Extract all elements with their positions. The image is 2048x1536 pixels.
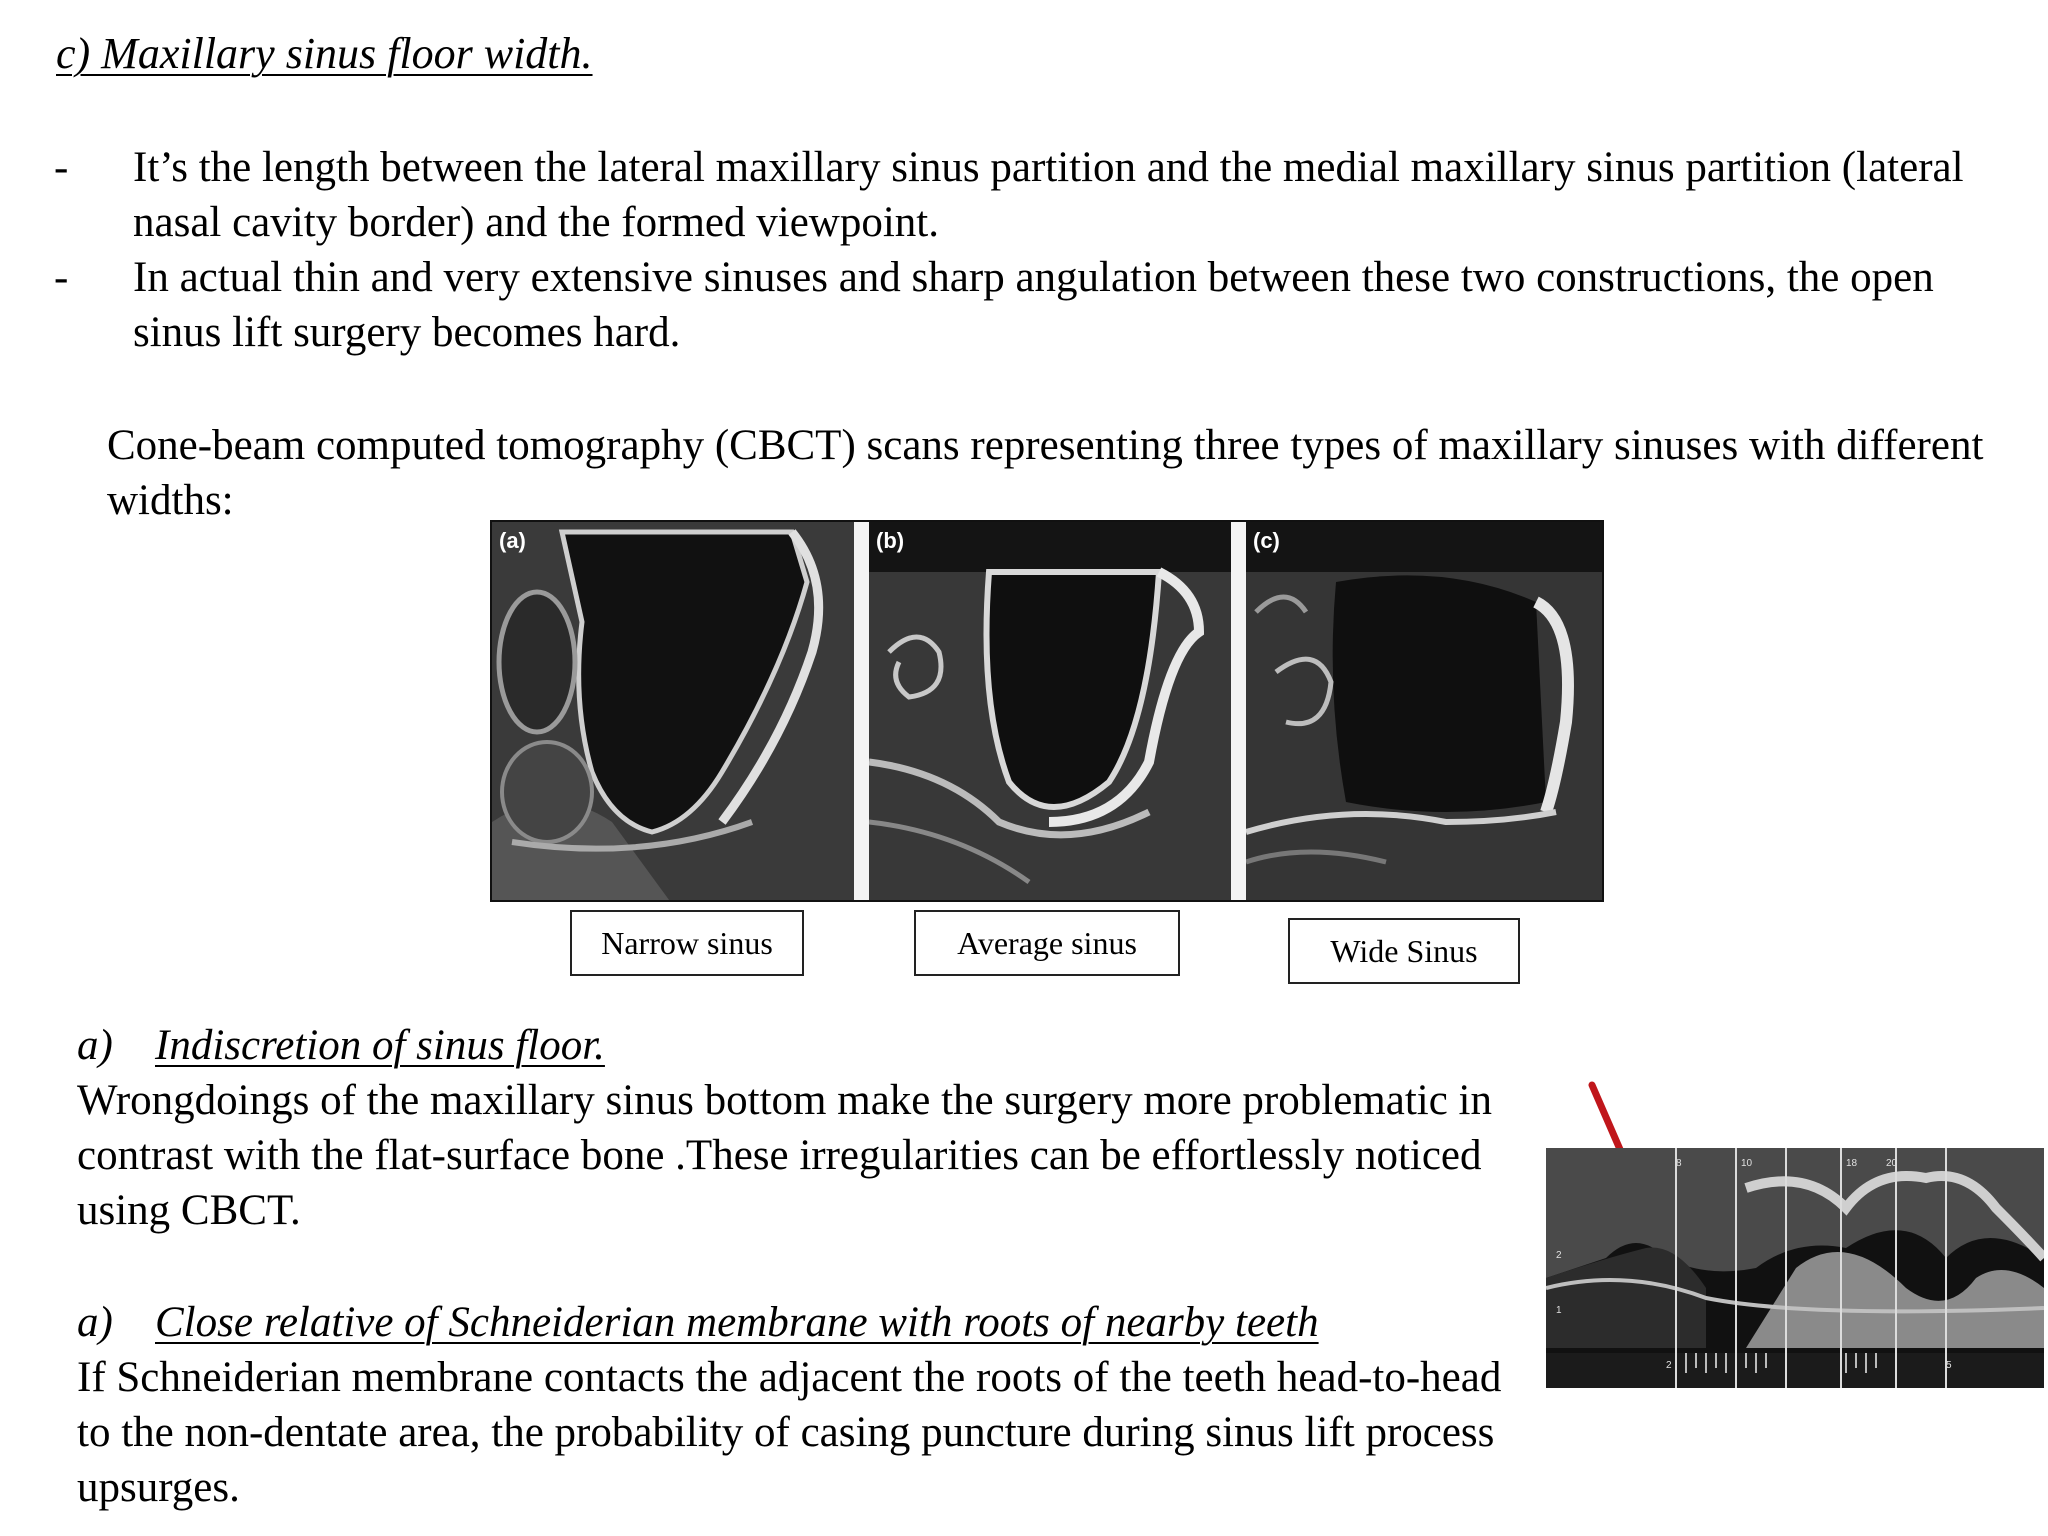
narrow-sinus-label: Narrow sinus: [570, 910, 804, 976]
figure-caption: Cone-beam computed tomography (CBCT) scans representing three types of maxillary sinuses with different widths:: [107, 422, 1984, 524]
membrane-body: If Schneiderian membrane contacts the adjacent the roots of the teeth head-to-head to the non-dentate area, the probability of casing puncture during sinus lift process upsurges.: [77, 1354, 1502, 1511]
cbct-scan-figure: [490, 520, 1604, 902]
bullet-item: [54, 250, 1984, 360]
ruler-mark: 2: [1556, 1250, 1562, 1261]
ruler-mark: 10: [1741, 1158, 1753, 1169]
bullet-marker: -: [54, 254, 69, 301]
ruler-mark: 8: [1676, 1158, 1682, 1169]
panoramic-cbct-image: [1546, 1148, 2044, 1388]
sinus-floor-heading: [77, 1018, 1497, 1073]
bullet-item: [54, 140, 1984, 250]
membrane-heading: [77, 1295, 1517, 1350]
section-heading: c) Maxillary sinus floor width.: [56, 29, 593, 78]
panel-tag: (c): [1253, 528, 1280, 553]
ruler-mark: 5: [1946, 1360, 1952, 1371]
panoramic-scan-image: [1546, 1148, 2044, 1388]
bullet-text: It’s the length between the lateral maxillary sinus partition and the medial maxillary sinus partition (lateral nasal cavity border) and the formed viewpoint.: [133, 144, 1964, 246]
ruler-mark: 20: [1886, 1158, 1898, 1169]
list-marker: a): [77, 1299, 113, 1346]
list-marker: a): [77, 1022, 113, 1069]
panel-tag: (b): [876, 528, 905, 553]
sinus-floor-body: Wrongdoings of the maxillary sinus bottom make the surgery more problematic in contrast with the flat-surface bone .These irregularities can be effortlessly noticed using CBCT.: [77, 1077, 1492, 1234]
average-sinus-scan-image: [869, 522, 1231, 900]
ruler-mark: 1: [1556, 1305, 1562, 1316]
cbct-panel-average: [869, 522, 1231, 900]
wide-sinus-scan-image: [1246, 522, 1604, 900]
sinus-floor-title: Indiscretion of sinus floor.: [155, 1022, 605, 1069]
wide-sinus-label: Wide Sinus: [1288, 918, 1520, 984]
membrane-title: Close relative of Schneiderian membrane with roots of nearby teeth: [155, 1299, 1319, 1346]
ruler-mark: 2: [1666, 1360, 1672, 1371]
narrow-sinus-scan-image: [492, 522, 854, 900]
panel-tag: (a): [499, 528, 526, 553]
bullet-marker: -: [54, 144, 69, 191]
cbct-panel-wide: [1246, 522, 1604, 900]
bullet-text: In actual thin and very extensive sinuses and sharp angulation between these two constructions, the open sinus lift surgery becomes hard.: [133, 254, 1934, 356]
sinus-floor-section: [77, 1018, 1497, 1238]
ruler-mark: 18: [1846, 1158, 1858, 1169]
bullet-list: [54, 140, 1984, 360]
average-sinus-label: Average sinus: [914, 910, 1180, 976]
cbct-panel-narrow: [492, 522, 854, 900]
membrane-section: [77, 1295, 1517, 1515]
